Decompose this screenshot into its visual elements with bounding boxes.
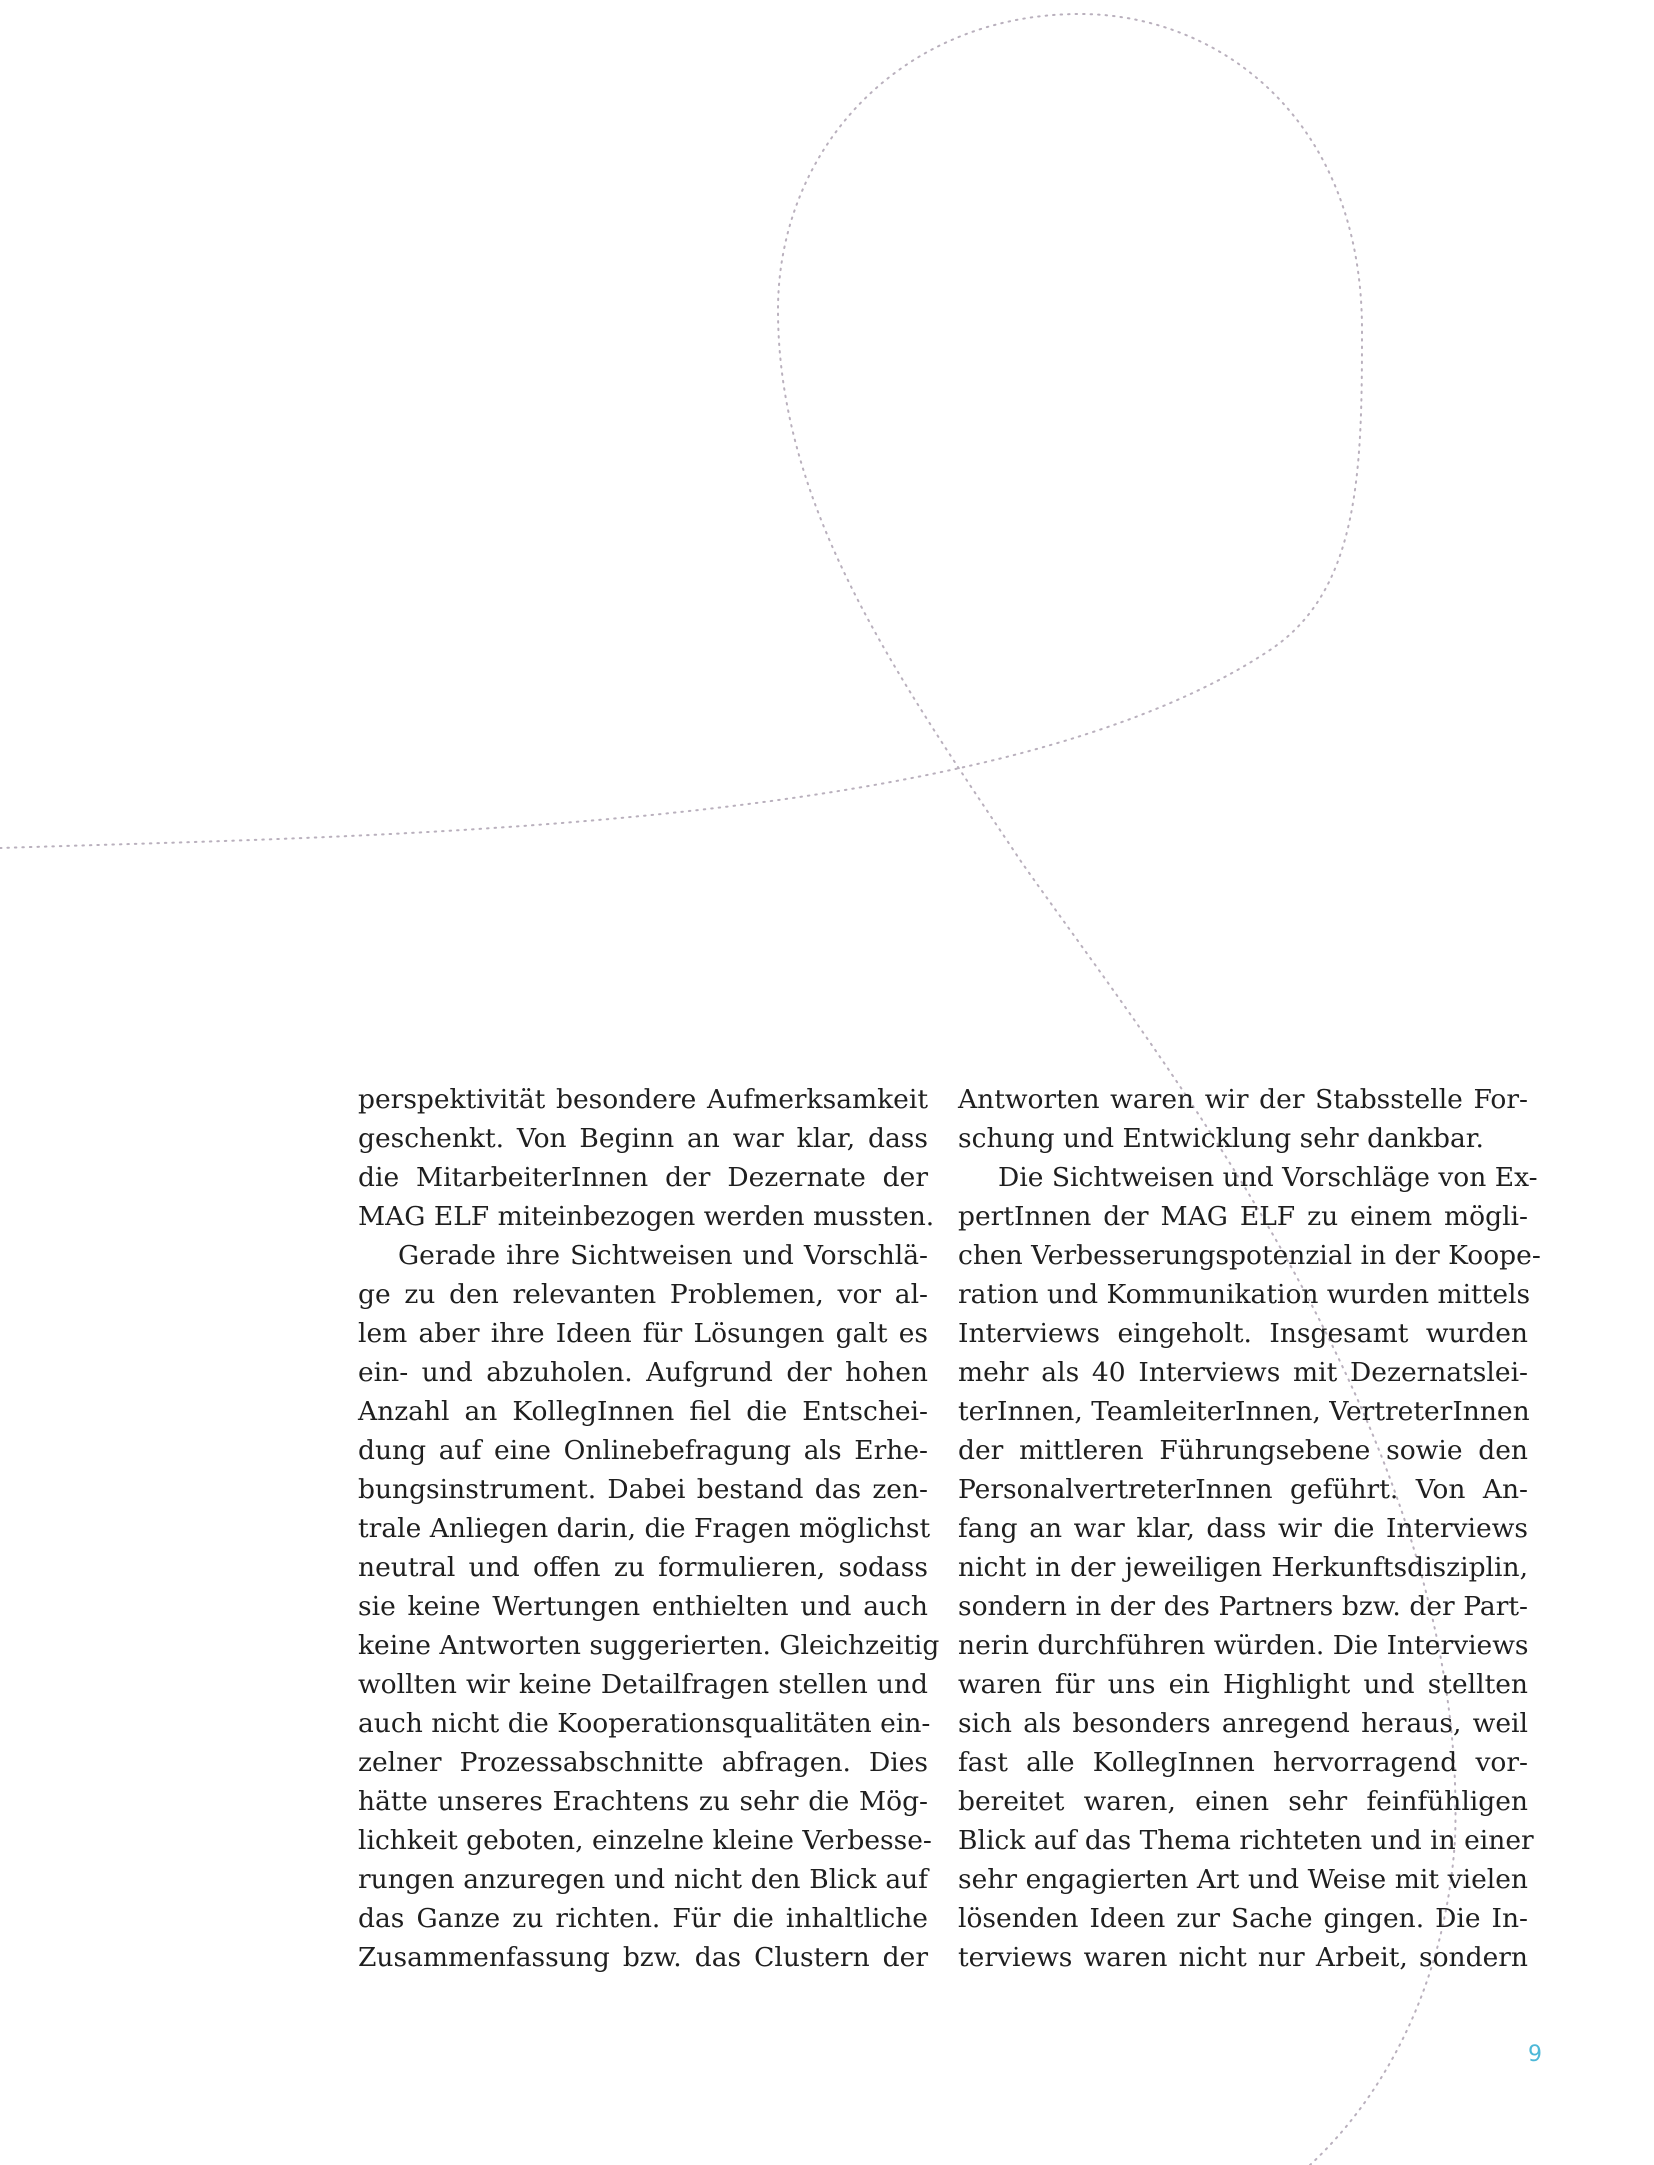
text-line: ge zu den relevanten Problemen, vor al- — [358, 1279, 928, 1310]
text-line: ration und Kommunikation wurden mittels — [958, 1279, 1531, 1310]
text-line: terviews waren nicht nur Arbeit, sondern — [958, 1942, 1528, 1973]
right-text-column — [958, 1080, 1541, 1977]
text-line: Interviews eingeholt. Insgesamt wurden — [958, 1318, 1528, 1349]
left-text-column — [358, 1080, 940, 1977]
text-line: bereitet waren, einen sehr feinfühligen — [958, 1786, 1528, 1817]
text-line: PersonalvertreterInnen geführt. Von An- — [958, 1474, 1528, 1505]
text-line: sie keine Wertungen enthielten und auch — [358, 1591, 928, 1622]
text-line: sondern in der des Partners bzw. der Part- — [958, 1591, 1528, 1622]
text-line: MAG ELF miteinbezogen werden mussten. — [358, 1201, 935, 1232]
text-line: geschenkt. Von Beginn an war klar, dass — [358, 1123, 928, 1154]
text-line: fast alle KollegInnen hervorragend vor- — [958, 1747, 1528, 1778]
text-line: hätte unseres Erachtens zu sehr die Mög- — [358, 1786, 928, 1817]
text-line: Anzahl an KollegInnen fiel die Entschei- — [358, 1396, 928, 1427]
text-line: Blick auf das Thema richteten und in einer — [958, 1825, 1534, 1856]
text-line: terInnen, TeamleiterInnen, VertreterInnen — [958, 1396, 1530, 1427]
text-line: Gerade ihre Sichtweisen und Vorschlä- — [398, 1240, 928, 1271]
text-line: fang an war klar, dass wir die Interviews — [958, 1513, 1528, 1544]
text-line: lösenden Ideen zur Sache gingen. Die In- — [958, 1903, 1528, 1934]
text-line: schung und Entwicklung sehr dankbar. — [958, 1123, 1484, 1154]
text-line: waren für uns ein Highlight und stellten — [958, 1669, 1528, 1700]
text-line: trale Anliegen darin, die Fragen möglichst — [358, 1513, 931, 1544]
page-number: 9 — [1528, 2042, 1542, 2067]
text-line: keine Antworten suggerierten. Gleichzeitig — [358, 1630, 940, 1661]
text-line: die MitarbeiterInnen der Dezernate der — [358, 1162, 928, 1193]
text-line: lem aber ihre Ideen für Lösungen galt es — [358, 1318, 928, 1349]
text-line: ein- und abzuholen. Aufgrund der hohen — [358, 1357, 928, 1388]
text-line: wollten wir keine Detailfragen stellen und — [358, 1669, 928, 1700]
text-line: Antworten waren wir der Stabsstelle For- — [958, 1084, 1528, 1115]
text-line: sehr engagierten Art und Weise mit vielen — [958, 1864, 1528, 1895]
text-line: sich als besonders anregend heraus, weil — [958, 1708, 1528, 1739]
text-line: lichkeit geboten, einzelne kleine Verbesse- — [358, 1825, 932, 1856]
text-line: bungsinstrument. Dabei bestand das zen- — [358, 1474, 928, 1505]
text-line: perspektivität besondere Aufmerksamkeit — [358, 1084, 928, 1115]
text-line: Zusammenfassung bzw. das Clustern der — [358, 1942, 928, 1973]
text-line: pertInnen der MAG ELF zu einem mögli- — [958, 1201, 1528, 1232]
text-line: der mittleren Führungsebene sowie den — [958, 1435, 1528, 1466]
text-line: nicht in der jeweiligen Herkunftsdisziplin, — [958, 1552, 1528, 1583]
text-line: neutral und offen zu formulieren, sodass — [358, 1552, 928, 1583]
text-line: rungen anzuregen und nicht den Blick auf — [358, 1864, 928, 1895]
text-line: dung auf eine Onlinebefragung als Erhe- — [358, 1435, 928, 1466]
text-line: nerin durchführen würden. Die Interviews — [958, 1630, 1529, 1661]
text-line: chen Verbesserungspotenzial in der Koope- — [958, 1240, 1541, 1271]
text-line: mehr als 40 Interviews mit Dezernatslei- — [958, 1357, 1528, 1388]
text-line: das Ganze zu richten. Für die inhaltliche — [358, 1903, 928, 1934]
text-line: zelner Prozessabschnitte abfragen. Dies — [358, 1747, 928, 1778]
text-line: Die Sichtweisen und Vorschläge von Ex- — [998, 1162, 1538, 1193]
text-line: auch nicht die Kooperationsqualitäten ein- — [358, 1708, 931, 1739]
